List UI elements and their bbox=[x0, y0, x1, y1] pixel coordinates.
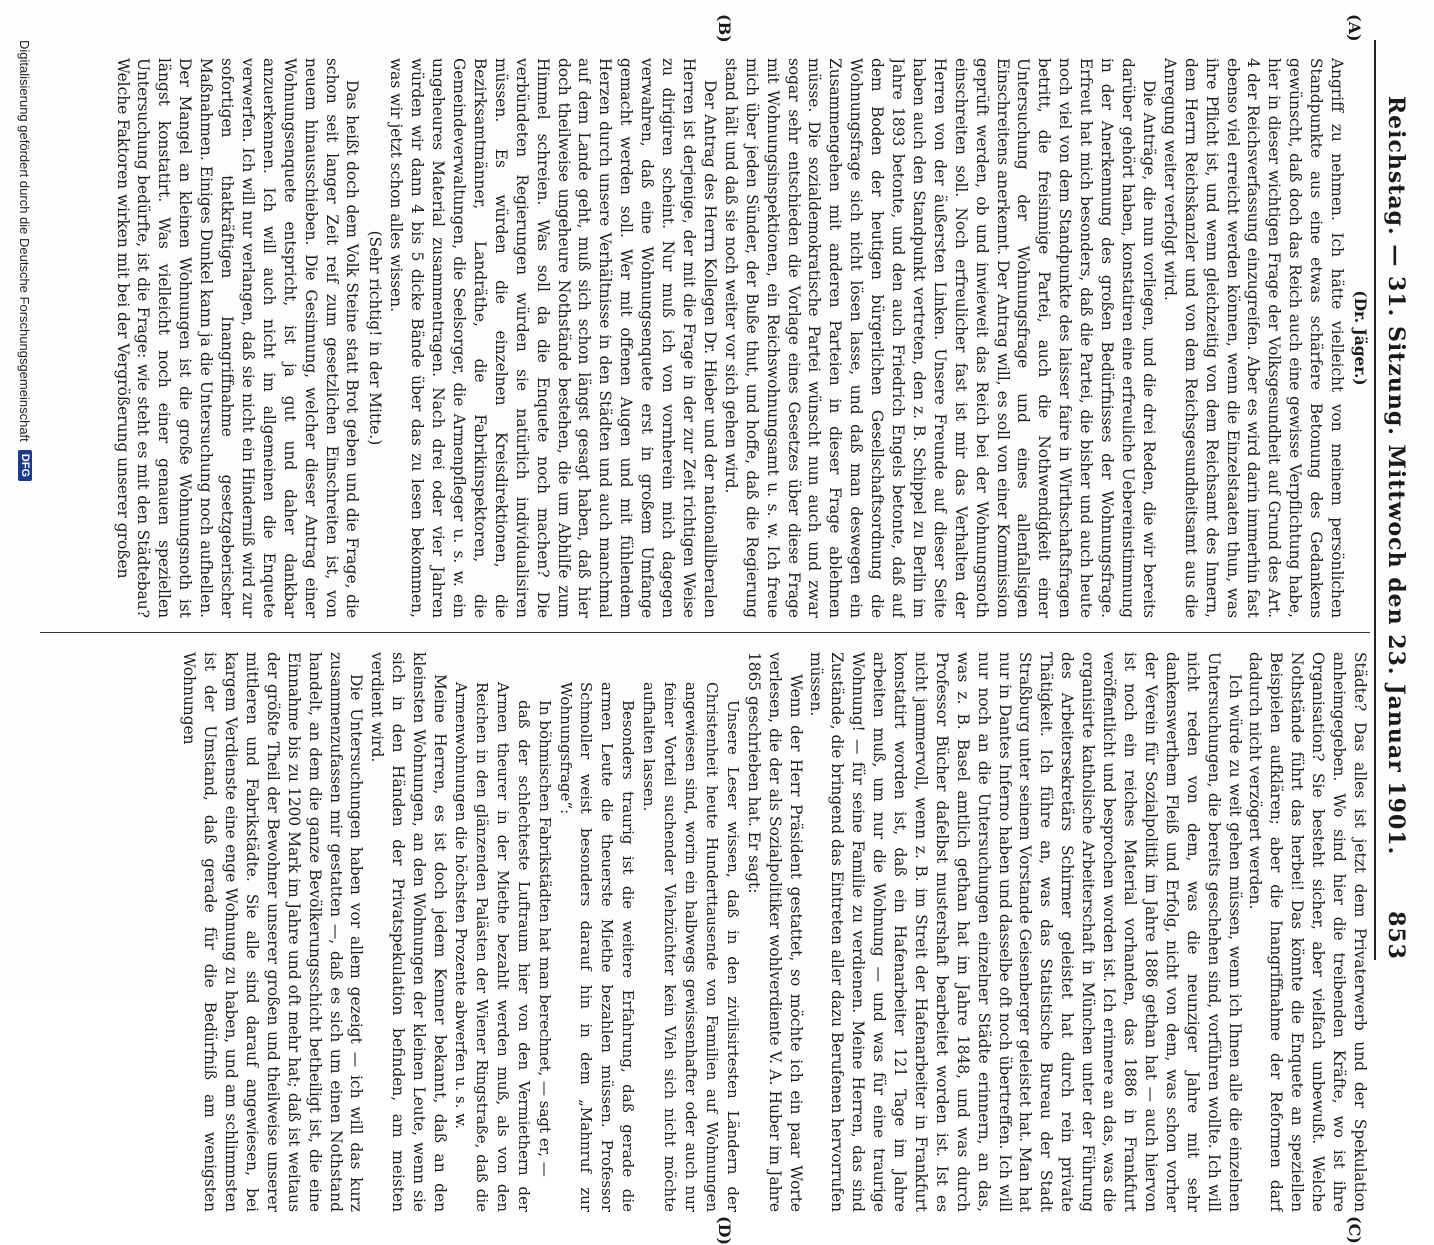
paragraph: Das heißt doch dem Volk Steine statt Brot geben und die Frage, die schon seit langer Zeit reif zum gesetzlichen Einschreiten ist, von neuem hinausschieben. Die Gesinnung, welcher dieser Antrag einer Wohnungsenquete entspricht, ist ja gut und daher dankbar anzuerkennen. Ich will auch nicht im allgemeinen die Enquete verwerfen. Ich will nur verlangen, daß sie nicht ein Hinderniß wird zur sofortigen thatkräftigen Inangriffnahme gesetzgeberischer Maßnahmen. Einiges Dunkel kann ja die Untersuchung noch aufhellen. Der Mangel an kleinen Wohnungen ist die große Wohnungsnoth ist längst konstatirt. Was vielleicht noch einer genauen speziellen Untersuchung bedürfte, ist die Frage: wie steht es mit den Städtebau? Welche Faktoren wirken mit bei der Vergrößerung unserer großen bbox=[113, 58, 362, 618]
paragraph: Angriff zu nehmen. Ich hätte vielleicht von meinem persönlichen Standpunkte aus eine etwas schärfere Betonung des Gedankens gewünscht, daß doch das Reich auch eine gewisse Verpflichtung habe, hier in dieser wichtigen Frage der Volksgesundheit auf Grund des Art. 4 der Reichsverfassung einzugreifen. Aber es wird darin immerhin fast ebenso viel erreicht werden können, wenn die Einzelstaaten thun, was ihre Pflicht ist, und wenn gleichzeitig von dem Reichsamt des Innern, dem Herrn Reichskanzler und von dem Reichsgesundheitsamt aus die Anregung weiter verfolgt wird. bbox=[1160, 58, 1347, 618]
paragraph: Städte? Das alles ist jetzt dem Privaterwerb und der Spekulation anheimgegeben. Wo sind hier die treibenden Kräfte, wo ist ihre Organisation? Sie besteht sicher, aber vielfach unbewußt. Welche Nothstände führt das herbei! Das könnte die Enquete an speziellen Beispielen aufklären; aber die Inangriffnahme der Reformen darf dadurch nicht verzögert werden. bbox=[1246, 652, 1369, 1212]
right-column bbox=[40, 652, 1370, 1212]
interjection: (Sehr richtig! in der Mitte.) bbox=[366, 230, 385, 446]
left-column bbox=[40, 58, 1370, 618]
page-header bbox=[1374, 40, 1416, 960]
paragraph: Meine Herren, es ist doch jedem Kenner bekannt, daß an den kleinsten Wohnungen, an den Wohnungen der kleinen Leute, wenn sie sich in den Händen der Privatspekulation befinden, am meisten verdient wird. bbox=[368, 652, 450, 1212]
paragraph: Ich würde zu weit gehen müssen, wenn ich Ihnen alle die einzelnen Untersuchungen, die bereits geschehen sind, vorführen wollte. Ich will nicht reden von dem, was die neunziger Jahre mit sehr dankenswerthem Fleiß und Erfolg, nicht von dem, was schon vorher der Verein für Sozialpolitik im Jahre 1886 gethan hat — auch hiervon ist noch ein reiches Material vorhanden, das 1886 in Frankfurt veröffentlicht und besprochen worden ist. Ich erinnere an das, was die organisirte katholische Arbeiterschaft in München unter der Führung des Arbeitersekretärs Schirmer geleistet hat durch rein private Thätigkeit. Ich führe an, was das Statistische Bureau der Stadt Straßburg unter seinem Vorstande Geisenberger geleistet hat. Man hat nur in Dantes Inferno haben und dasselbe oft noch übertreffen. Ich will nur noch an die Untersuchungen einzelner Städte erinnern, an das, was z. B. Basel amtlich gethan hat im Jahre 1848, und was durch Professor Bücher dafelbst mustershaft bearbeitet worden ist. Ist es nicht jammervoll, wenn z. B. im Streit der Hafenarbeiter in Frankfurt konstatirt worden ist, daß ein Hafenarbeiter 121 Tage im Jahre arbeiten muß, um nur die Wohnung — und was für eine traurige Wohnung! — für seine Familie zu verdienen. Meine Herren, das sind Zustände, die bringend das Eintreten aller dazu Berufenen hervorrufen müssen. bbox=[807, 652, 1244, 1212]
margin-letter-b: (B) bbox=[715, 14, 734, 43]
digitization-credit bbox=[14, 40, 36, 960]
margin-letter-d: (D) bbox=[715, 1216, 734, 1245]
page-number: 853 bbox=[1383, 911, 1409, 960]
margin-letter-a: (A) bbox=[1345, 14, 1364, 42]
quotation: Unsere Leser wissen, daß in den zivilisirtesten Ländern der Christenheit heute Hunderttausende von Familien auf Wohnungen angewiesen sind, worin ein halbwegs gewissenhafter oder auch nur feiner Vorteil suchender Viehzüchter kein Vieh sich nicht möchte aufhalten lassen. bbox=[640, 682, 742, 1212]
column-divider bbox=[40, 632, 1370, 633]
paragraph: Die Anträge, die nun vorliegen, und die drei Reden, die wir bereits darüber gehört haben, konstatiren eine erfreuliche Uebereinstimmung in der Anerkennung des großen Bedürfnisses der Wohnungsfrage. Erfreut hat mich besonders, daß die Partei, die bisher und auch heute noch viel von dem Standpunkte des laisser faire in Wirthschaftsfragen betritt, die freisinnige Partei, auch die Nothwendigkeit einer Untersuchung der Wohnungsfrage und eines allenfallsigen Einschreitens anerkennt. Der Antrag will, es soll von einer Kommission geprüft werden, ob und inwieweit das Reich bei der Wohnungsnoth einschreiten soll. Noch erfreulicher fast ist mir das Verhalten der Herren von der äußersten Linken. Unsere Freunde auf dieser Seite haben auch den Standpunkt vertreten, den z. B. Schippel zu Berlin im Jahre 1893 betonte, und den auch Friedrich Engels betonte, daß auf dem Boden der heutigen bürgerlichen Gesellschaftsordnung die Wohnungsfrage sich nicht lösen lasse, und daß man deswegen ein Zusammengehen mit anderen Parteien in dieser Frage ablehnen müsse. Die sozialdemokratische Partei wünscht nun auch und zwar sogar sehr entschieden die Vorlage eines Gesetzes über diese Frage mit Wohnungsinspektionen, ein Reichswohnungsamt u. s. w. Ich freue mich über jeden Sünder, der Buße thut, und hoffe, daß die Regierung stand hält und daß sie noch weiter vor sich gehen wird. bbox=[721, 58, 1158, 618]
paragraph: Die Untersuchungen haben vor allem gezeigt — ich will das kurz zusammenzufassen mir gestatten —, daß es sich um einen Nothstand handelt, an dem die ganze Bevölkerungsschicht betheiligt ist, die eine Einnahme bis zu 1200 Mark im Jahre und oft mehr hat; daß ist weitaus der größte Theil der Bewohner unserer großen und theilweise unserer mittleren und Fabrikstädte. Sie alle sind darauf angewiesen, bei kargem Verdienste eine enge Wohnung zu haben, und am schlimmsten ist der Umstand, daß gerade für die Bedürfniß am wenigsten Wohnungen bbox=[180, 652, 366, 1212]
quotation: In böhmischen Fabrikstädten hat man berechnet, — sagt er, — bbox=[535, 700, 554, 1177]
margin-letter-c: (C) bbox=[1345, 1216, 1364, 1244]
quotation: daß der schlechteste Luftraum hier von den Vermiethern der Armen theurer in der Miethe bezahlt werden muß, als von den Reichen in den glänzenden Palästen der Wiener Ringstraße, daß die Armenwohnungen die höchsten Prozente abwerfen u. s. w. bbox=[452, 682, 533, 1212]
paragraph: Wenn der Herr Präsident gestattet, so möchte ich ein paar Worte verlesen, die der als Sozialpolitiker wohlverdiente V. A. Huber im Jahre 1865 geschrieben hat. Er sagt: bbox=[744, 652, 805, 1212]
dfg-logo: DFG bbox=[18, 450, 32, 481]
speaker-name: (Dr. Jäger.) bbox=[1351, 290, 1369, 386]
credit-text: Digitalisierung gefördert durch die Deutsche Forschungsgemeinschaft bbox=[17, 40, 33, 442]
quotation: Besonders traurig ist die weitere Erfahrung, daß gerade die armen Leute die theuerste Miethe bezahlen müssen. Professor Schmoller weist besonders darauf hin in dem „Mahnruf zur Wohnungsfrage“: bbox=[556, 682, 638, 1212]
paragraph: Der Antrag des Herrn Kollegen Dr. Hieber und der nationalliberalen Herren ist derjenige, der mit die Frage in der zur Zeit richtigen Weise zu dirigiren scheint. Nur muß ich von vornherein mich dagegen verwahren, daß eine Wohnungsenquete erst in großem Umfange gemacht werden soll. Wer mit offenen Augen und mit fühlendem Herzen durch unsere Verhältnisse in den Städten und auch manchmal auf dem Lande geht, muß sich schon längst gesagt haben, daß hier doch theilweise ungeheure Nothstände bestehen, die um Abhilfe zum Himmel schreien. Was soll da die Enquete noch machen? Die verbündeten Regierungen würden sie natürlich individualisiren müssen. Es würden die einzelnen Kreisdirektionen, die Bezirksamtmänner, Landräthe, die Fabrikinspektoren, die Gemeindeverwaltungen, die Seelsorger, die Armenpfleger u. s. w. ein ungeheures Material zusammentragen. Nach drei oder vier Jahren würden wir dann 4 bis 5 dicke Bände über das zu lesen bekommen, was wir jetzt schon alles wissen. bbox=[387, 58, 719, 618]
page-title: Reichstag. — 31. Sitzung. Mittwoch den 23. Januar 1901. bbox=[1383, 95, 1409, 856]
